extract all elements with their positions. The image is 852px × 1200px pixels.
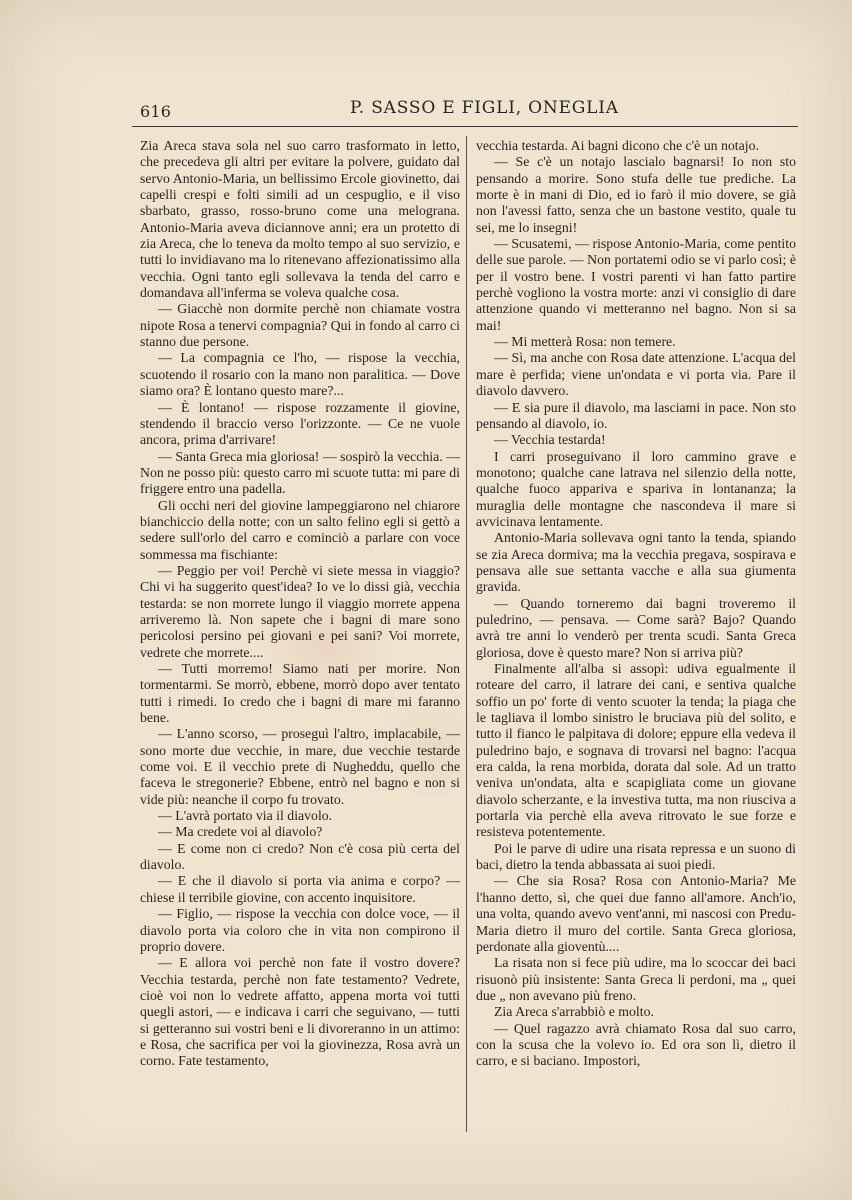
paragraph: vecchia testarda. Ai bagni dicono che c'è un notajo. <box>476 138 759 153</box>
paragraph: Zia Areca s'arrabbiò e molto. <box>494 1004 654 1020</box>
paragraph: — Quando torneremo dai bagni troveremo il puledrino, — pensava. — Come sarà? Bajo? Quando avrà tre anni lo venderò per trenta scudi. Santa Greca gloriosa, dove è questo mare? Non si arriva più? <box>476 595 796 660</box>
paragraph: — Se c'è un notajo lascialo bagnarsi! Io non sto pensando a morire. Sono stufa delle tue prediche. La morte è in mani di Dio, ed io farò il mio dovere, se già non l'avessi fatto, senza che un bastone vestito, quale tu sei, me lo insegni! <box>476 154 796 235</box>
paragraph: — È lontano! — rispose rozzamente il giovine, stendendo il braccio verso l'orizzonte. — Ce ne vuole ancora, prima d'arrivare! <box>140 399 460 448</box>
page-number: 616 <box>140 102 172 121</box>
paragraph: — Scusatemi, — rispose Antonio-Maria, come pentito delle sue parole. — Non portatemi odio se vi parlo così; è per il vostro bene. I vostri parenti vi han fatto partire perchè vogliono la vostra morte: anzi vi consiglio di dare attenzione quando vi metteranno nel bagno. Non si sa mai! <box>476 236 796 333</box>
paragraph: — Mi metterà Rosa: non temere. <box>494 334 676 350</box>
paragraph: — Giacchè non dormite perchè non chiamate vostra nipote Rosa a tenervi compagnia? Qui in fondo al carro ci stanno due persone. <box>140 301 460 350</box>
paragraph: La risata non si fece più udire, ma lo scoccar dei baci risuonò più insistente: Santa Greca li perdoni, ma „ quei due „ non avevano più freno. <box>476 955 796 1003</box>
left-column <box>140 138 460 1070</box>
paragraph: — Vecchia testarda! <box>494 432 606 448</box>
paragraph: — L'avrà portato via il diavolo. <box>158 808 333 824</box>
paragraph: — Figlio, — rispose la vecchia con dolce voce, — il diavolo porta via coloro che in vita non compirono il proprio dovere. <box>140 906 460 954</box>
running-head: P. SASSO E FIGLI, ONEGLIA <box>350 98 619 118</box>
paragraph: Finalmente all'alba si assopì: udiva egualmente il roteare del carro, il latrare dei cani, e sentiva qualche soffio un po' forte di vento scuoter la tenda; la piaga che le tagliava il lombo sinistro le bruciava più del solito, e tutto il fianco le palpitava di dolore; eppure ella vedeva il puledrino bajo, e sognava di trovarsi nel bagno: l'acqua era calda, la rena morbida, dorata dal sole. Ad un tratto veniva un'ondata, alta e scapigliata come un giovane diavolo scherzante, e la investiva tutta, ma non riusciva a portarla via perchè ella aveva ritrovato le sue forze e resisteva potentemente. <box>476 661 796 840</box>
right-column <box>476 138 796 1070</box>
paragraph: — E come non ci credo? Non c'è cosa più certa del diavolo. <box>140 840 460 873</box>
paragraph: — E che il diavolo si porta via anima e corpo? — chiese il terribile giovine, con accento inquisitore. <box>140 873 460 905</box>
paragraph: Zia Areca stava sola nel suo carro trasformato in letto, che precedeva gli altri per evitare la polvere, guidato dal servo Antonio-Maria, un bellissimo Ercole giovinetto, dai capelli crespi e folti simili ad un cespuglio, e il viso sbarbato, grasso, rosso-bruno come una melograna. Antonio-Maria aveva diciannove anni; era un protetto di zia Areca, che lo teneva da molto tempo al suo servizio, e tutti lo invidiavano ma lo ritenevano affezionatissimo alla vecchia. Ogni tanto egli sollevava la tenda del carro e domandava all'inferma se voleva qualche cosa. <box>140 138 460 301</box>
paragraph: — Ma credete voi al diavolo? <box>158 824 323 840</box>
column-divider <box>466 136 467 1132</box>
paragraph: I carri proseguivano il loro cammino grave e monotono; qualche cane latrava nel silenzio della notte, qualche fuoco appariva e spariva in lontananza; la muraglia delle montagne che nascondeva il mare si avvicinava lentamente. <box>476 448 796 529</box>
paragraph: — Tutti morremo! Siamo nati per morire. Non tormentarmi. Se morrò, ebbene, morrò dopo aver tentato tutti i rimedi. Io credo che i bagni di mare mi faranno bene. <box>140 661 460 726</box>
paragraph: — E allora voi perchè non fate il vostro dovere? Vecchia testarda, perchè non fate testamento? Vedrete, cioè voi non lo vedrete affatto, appena morta voi tutti quegli astori, — e indicava i carri che seguivano, — tutti si getteranno sui vostri beni e li divoreranno in un attimo: e Rosa, che sacrifica per voi la giovinezza, Rosa avrà un corno. Fate testamento, <box>140 955 460 1069</box>
paragraph: — Che sia Rosa? Rosa con Antonio-Maria? Me l'hanno detto, sì, che quei due fanno all'amore. Anch'io, una volta, quando avevo vent'anni, mi nascosi con Predu-Maria dietro il muro del cortile. Santa Greca gloriosa, perdonate alla gioventù.... <box>476 873 796 954</box>
paragraph: — Peggio per voi! Perchè vi siete messa in viaggio? Chi vi ha suggerito quest'idea? Io ve lo dissi già, vecchia testarda: se non morrete lungo il viaggio morrete appena arriveremo là. Non sapete che i bagni di mare sono pericolosi persino pei giovani e pei sani? Voi morrete, vedrete che morrete.... <box>140 562 460 660</box>
paragraph: — E sia pure il diavolo, ma lasciami in pace. Non sto pensando al diavolo, io. <box>476 399 796 431</box>
paragraph: Antonio-Maria sollevava ogni tanto la tenda, spiando se zia Areca dormiva; ma la vecchia pregava, sospirava e pensava alle sue settanta vacche e alla sua giumenta gravida. <box>476 530 796 595</box>
paragraph: — L'anno scorso, — proseguì l'altro, implacabile, — sono morte due vecchie, in mare, due vecchie testarde come voi. E il vecchio prete di Nugheddu, quello che faceva le stregonerie? Ebbene, entrò nel bagno e non si vide più: neanche il corpo fu trovato. <box>140 726 460 807</box>
header-rule <box>132 126 798 127</box>
paragraph: Poi le parve di udire una risata repressa e un suono di baci, dietro la tenda abbassata ai suoi piedi. <box>476 840 796 873</box>
paragraph: — Sì, ma anche con Rosa date attenzione. L'acqua del mare è perfida; viene un'ondata e vi porta via. Pare il diavolo davvero. <box>476 350 796 399</box>
paragraph: Gli occhi neri del giovine lampeggiarono nel chiarore bianchiccio della notte; con un salto felino egli si gettò a sedere sull'orlo del carro e cominciò a parlare con voce sommessa ma fischiante: <box>140 497 460 562</box>
paragraph: — Quel ragazzo avrà chiamato Rosa dal suo carro, con la scusa che la volevo io. Ed ora son lì, dietro il carro, e si baciano. Impostori, <box>476 1020 796 1069</box>
paragraph: — La compagnia ce l'ho, — rispose la vecchia, scuotendo il rosario con la mano non paralitica. — Dove siamo ora? È lontano questo mare?... <box>140 350 460 399</box>
paragraph: — Santa Greca mia gloriosa! — sospirò la vecchia. — Non ne posso più: questo carro mi scuote tutta: mi pare di friggere entro una padella. <box>140 448 460 497</box>
